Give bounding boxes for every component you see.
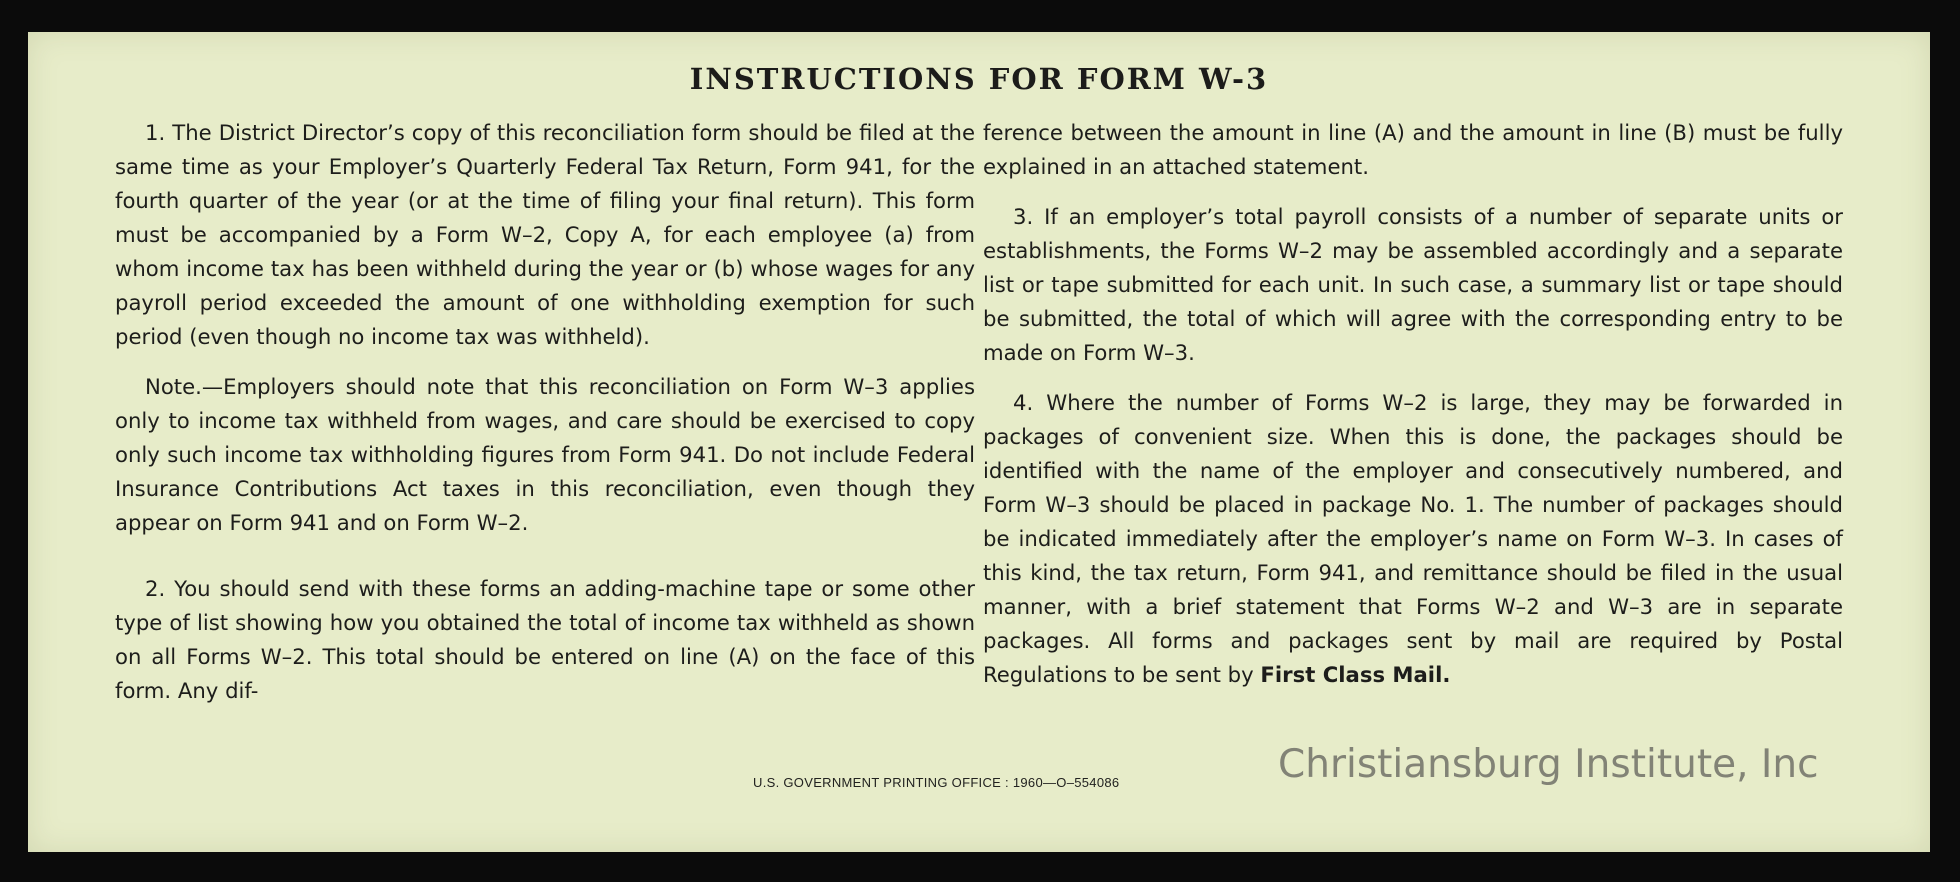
watermark-text: Christiansburg Institute, Inc <box>1278 742 1819 787</box>
first-class-mail-text: First Class Mail. <box>1260 662 1451 687</box>
note-paragraph: Note.—Employers should note that this reconciliation on Form W–3 applies only to income tax withheld from wages, and care should be exercised to copy only such income tax withholding figures from Form 941. Do not include Federal Insurance Contributions Act taxes in this reconciliation, even though they appear on Form 941 and on Form W–2. <box>115 374 975 535</box>
right-column <box>983 116 1843 692</box>
paragraph-4-text: 4. Where the number of Forms W–2 is large, they may be forwarded in packages of convenient size. When this is done, the packages should be identified with the name of the employer and consecutively numbered, and Form W–3 should be placed in package No. 1. The number of packages should be indicated immediately after the employer’s name on Form W–3. In cases of this kind, the tax return, Form 941, and remittance should be filed in the usual manner, with a brief statement that Forms W–2 and W–3 are in separate packages. All forms and packages sent by mail are required by Postal Regulations to be sent by <box>983 390 1843 687</box>
document-title: INSTRUCTIONS FOR FORM W-3 <box>689 62 1269 96</box>
paragraph-3: 3. If an employer’s total payroll consists of a number of separate units or establishments, the Forms W–2 may be assembled accordingly and a separate list or tape submitted for each unit. In such case, a summary list or tape should be submitted, the total of which will agree with the corresponding entry to be made on Form W–3. <box>983 204 1843 365</box>
paragraph-4 <box>983 386 1843 692</box>
paragraph-2: 2. You should send with these forms an adding-machine tape or some other type of list showing how you obtained the total of income tax withheld as shown on all Forms W–2. This total should be entered on line (A) on the face of this form. Any dif- <box>115 576 975 703</box>
paragraph-2-continued: ference between the amount in line (A) and the amount in line (B) must be fully explained in an attached statement. <box>983 120 1843 179</box>
document-sheet <box>28 32 1930 852</box>
left-column <box>115 116 975 708</box>
paragraph-1: 1. The District Director’s copy of this reconciliation form should be filed at the same time as your Employer’s Quarterly Federal Tax Return, Form 941, for the fourth quarter of the year (or at the time of filing your final return). This form must be accompanied by a Form W–2, Copy A, for each employee (a) from whom income tax has been withheld during the year or (b) whose wages for any payroll period exceeded the amount of one withholding exemption for such period (even though no income tax was withheld). <box>115 120 975 349</box>
printing-office-imprint: U.S. GOVERNMENT PRINTING OFFICE : 1960—O–554086 <box>753 775 1120 790</box>
